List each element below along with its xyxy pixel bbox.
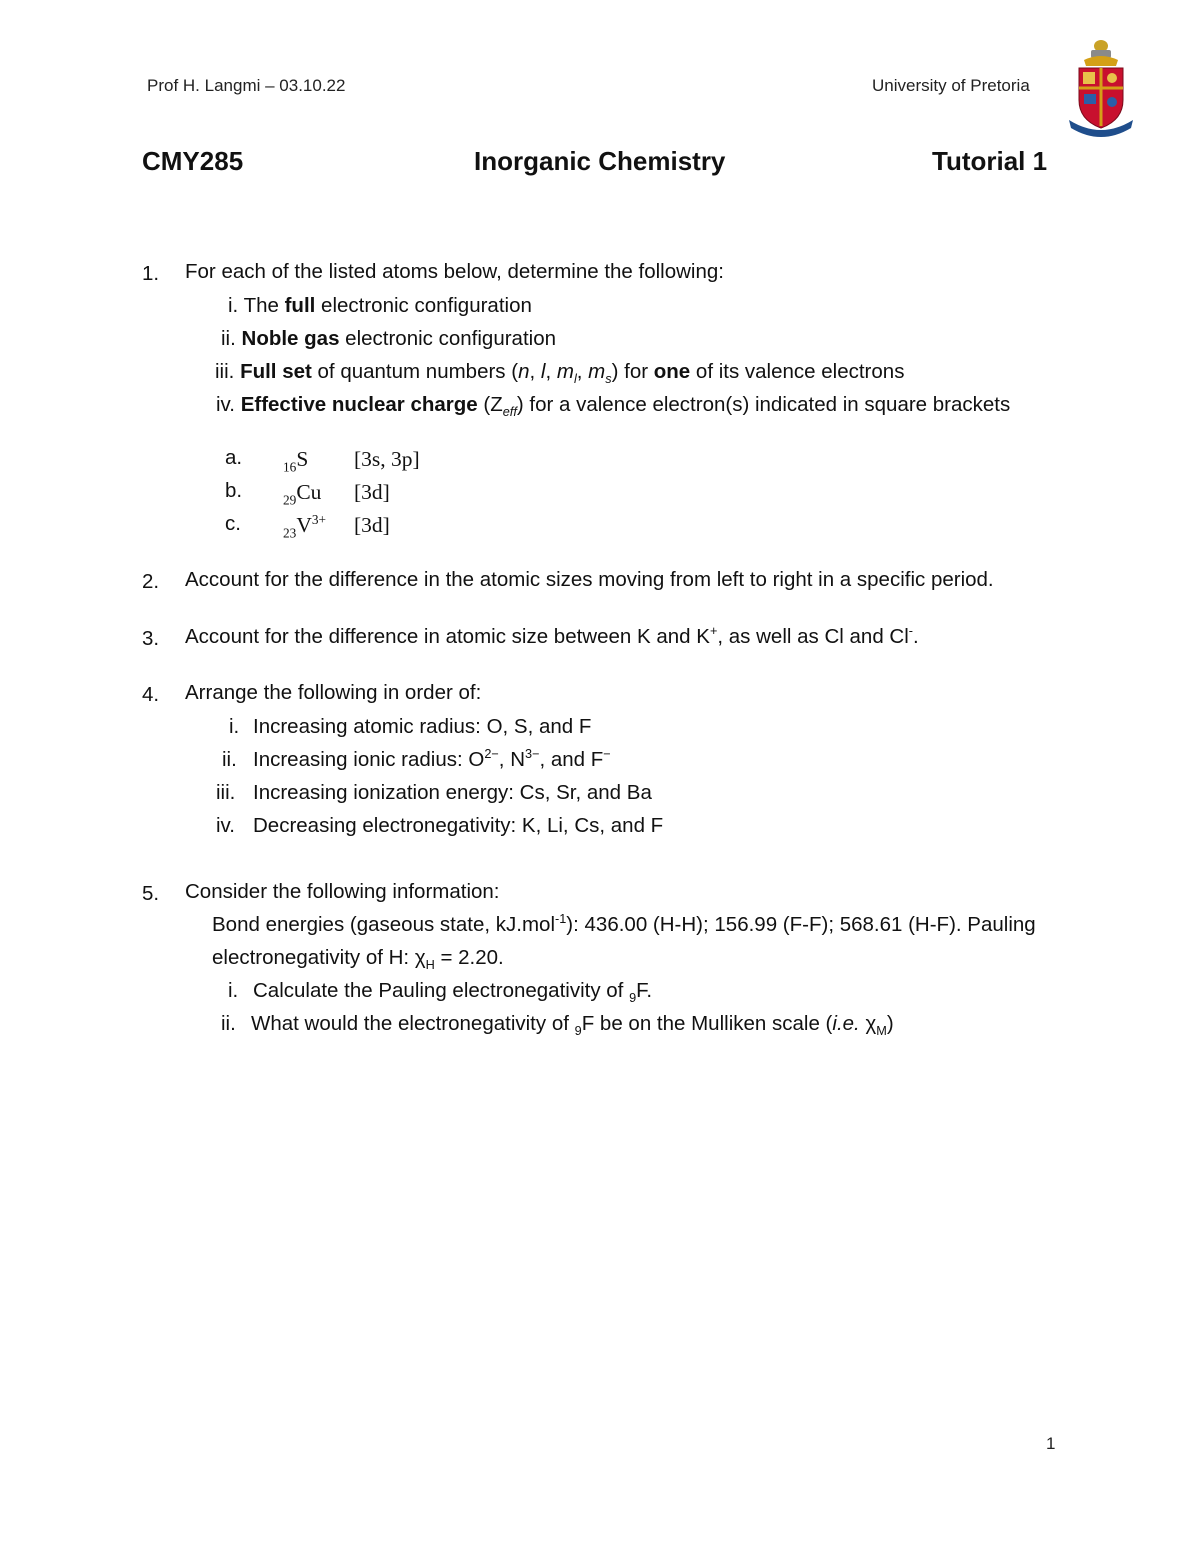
atom-b-symbol: $_{29}$Cu xyxy=(283,480,322,508)
question-1-number: 1. xyxy=(142,262,160,285)
q5-item-ii-label: ii. xyxy=(221,1012,236,1035)
question-4-text: Arrange the following in order of: xyxy=(185,681,482,704)
q4-item-iii-text: Increasing ionization energy: Cs, Sr, and Ba xyxy=(253,781,652,804)
q1-item-iv: iv. Effective nuclear charge $(Z_{eff})$ for a valence electron(s) indicated in square brackets xyxy=(216,393,1011,420)
q4-item-ii-text: Increasing ionic radius: $O^{2-}$, $N^{3-}$, and F− xyxy=(253,746,611,771)
question-1-text: For each of the listed atoms below, determine the following: xyxy=(185,260,724,283)
course-code: CMY285 xyxy=(142,146,244,176)
q5-item-i-text: Calculate the Pauling electronegativity of $_9$F. xyxy=(253,979,653,1006)
q5-item-ii-text: What would the electronegativity of $_9$F be on the Mulliken scale (i.e. $\chi_M$) xyxy=(251,1012,894,1039)
question-3-number: 3. xyxy=(142,627,160,650)
tutorial-number: Tutorial 1 xyxy=(932,146,1048,176)
question-2-number: 2. xyxy=(142,570,160,593)
q5-electronegativity-h: electronegativity of H: $\chi_H = 2.20$. xyxy=(212,946,504,973)
atom-a-letter: a. xyxy=(225,446,243,469)
header-author-date: Prof H. Langmi – 03.10.22 xyxy=(147,76,346,95)
header-university: University of Pretoria xyxy=(872,76,1030,95)
q1-item-i: i. The full electronic configuration xyxy=(228,294,532,317)
question-2-text: Account for the difference in the atomic sizes moving from left to right in a specific period. xyxy=(185,568,994,591)
page-number: 1 xyxy=(1046,1434,1056,1453)
question-4-number: 4. xyxy=(142,683,160,706)
atom-b-orbitals: [3d] xyxy=(354,480,390,504)
question-5-number: 5. xyxy=(142,882,160,905)
atom-a-orbitals: [3s, 3p] xyxy=(354,447,420,471)
atom-c-symbol: $_{23}V^{3+}$ xyxy=(283,511,327,541)
q1-item-i-label: i. xyxy=(228,294,239,317)
atom-c-letter: c. xyxy=(225,512,241,535)
atom-a-symbol: $_{16}$S xyxy=(283,447,309,475)
q5-item-i-label: i. xyxy=(228,979,239,1002)
question-3-text: Account for the difference in atomic size between K and K+, as well as Cl and Cl-. xyxy=(185,623,919,648)
q4-item-iv-text: Decreasing electronegativity: K, Li, Cs, and F xyxy=(253,814,664,837)
university-crest-logo xyxy=(1066,36,1136,140)
q4-item-ii-label: ii. xyxy=(222,748,237,771)
q4-item-i-text: Increasing atomic radius: O, S, and F xyxy=(253,715,592,738)
atom-c-orbitals: [3d] xyxy=(354,513,390,537)
q1-item-iii: iii. Full set of quantum numbers (n, l, $m_l$, $m_s$) for one of its valence electrons xyxy=(215,360,905,387)
q5-bond-energies: Bond energies (gaseous state, kJ.mol$^{-1}$): 436.00 (H-H); 156.99 (F-F); 568.61 (H-F). Pauling xyxy=(212,911,1036,936)
q4-item-iii-label: iii. xyxy=(216,781,236,804)
q4-item-iv-label: iv. xyxy=(216,814,235,837)
course-subject: Inorganic Chemistry xyxy=(474,146,726,176)
q4-item-i-label: i. xyxy=(229,715,240,738)
question-5-text: Consider the following information: xyxy=(185,880,500,903)
atom-b-letter: b. xyxy=(225,479,243,502)
q1-item-ii: ii. Noble gas electronic configuration xyxy=(221,327,556,350)
